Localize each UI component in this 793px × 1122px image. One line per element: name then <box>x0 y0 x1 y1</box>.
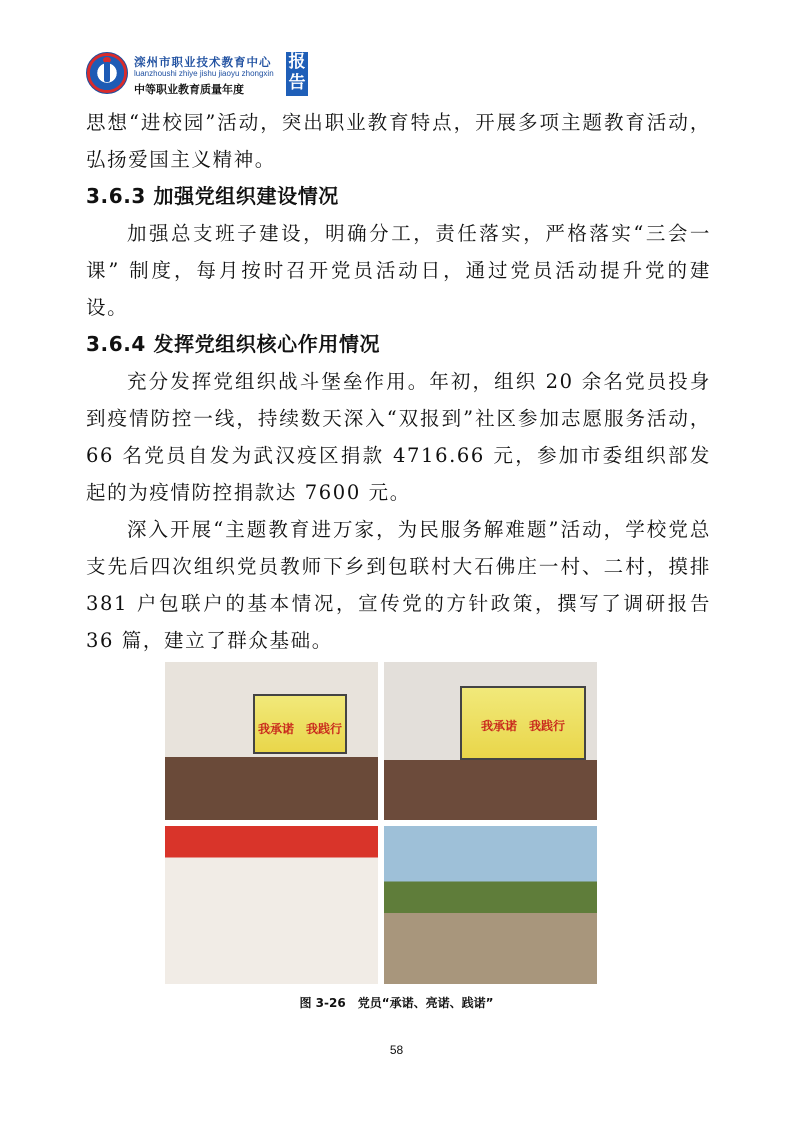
paragraph-3-6-4-b: 深入开展“主题教育进万家，为民服务解难题”活动，学校党总支先后四次组织党员教师下乡到包联村大石佛庄一村、二村，摸排 381 户包联户的基本情况，宣传党的方针政策，撰写了调研报告 36 篇，建立了群众基础。 <box>86 518 711 652</box>
section-heading-3-6-3: 3.6.3 加强党组织建设情况 <box>86 184 339 208</box>
paragraph-3-6-4-a: 充分发挥党组织战斗堡垒作用。年初，组织 20 余名党员投身到疫情防控一线，持续数天深入“双报到”社区参加志愿服务活动， 66 名党员自发为武汉疫区捐款 4716.66 元，参加市委组织部发起的为疫情防控捐款达 7600 元。 <box>86 370 711 504</box>
photo-grid <box>165 662 599 984</box>
figure-caption: 图 3-26 党员“承诺、亮诺、践诺” <box>299 996 494 1010</box>
school-logo <box>86 52 128 94</box>
org-pinyin: luanzhoushi zhiye jishu jiaoyu zhongxin <box>134 69 274 78</box>
page-number: 58 <box>389 1043 404 1057</box>
photo-sweeping <box>384 826 597 984</box>
report-badge: 报告 <box>286 52 308 96</box>
screen-slogan: 我承诺 我践行 <box>480 719 565 734</box>
photo-meeting-2 <box>384 662 597 820</box>
photo-party-board <box>165 826 378 984</box>
projection-screen <box>460 686 586 760</box>
photo-meeting-1 <box>165 662 378 820</box>
section-heading-3-6-4: 3.6.4 发挥党组织核心作用情况 <box>86 332 381 356</box>
paragraph-3-6-3: 加强总支班子建设，明确分工，责任落实，严格落实“三会一课” 制度，每月按时召开党员活动日，通过党员活动提升党的建设。 <box>86 222 711 319</box>
projection-screen <box>253 694 347 754</box>
page-header <box>86 52 326 102</box>
main-content <box>86 104 711 659</box>
paragraph-continued: 思想“进校园”活动，突出职业教育特点，开展多项主题教育活动，弘扬爱国主义精神。 <box>86 111 711 171</box>
org-name: 滦州市职业技术教育中心 <box>134 55 272 69</box>
report-subtitle: 中等职业教育质量年度 <box>134 83 244 96</box>
screen-slogan: 我承诺 我践行 <box>257 721 342 736</box>
logo-letter <box>104 62 110 82</box>
